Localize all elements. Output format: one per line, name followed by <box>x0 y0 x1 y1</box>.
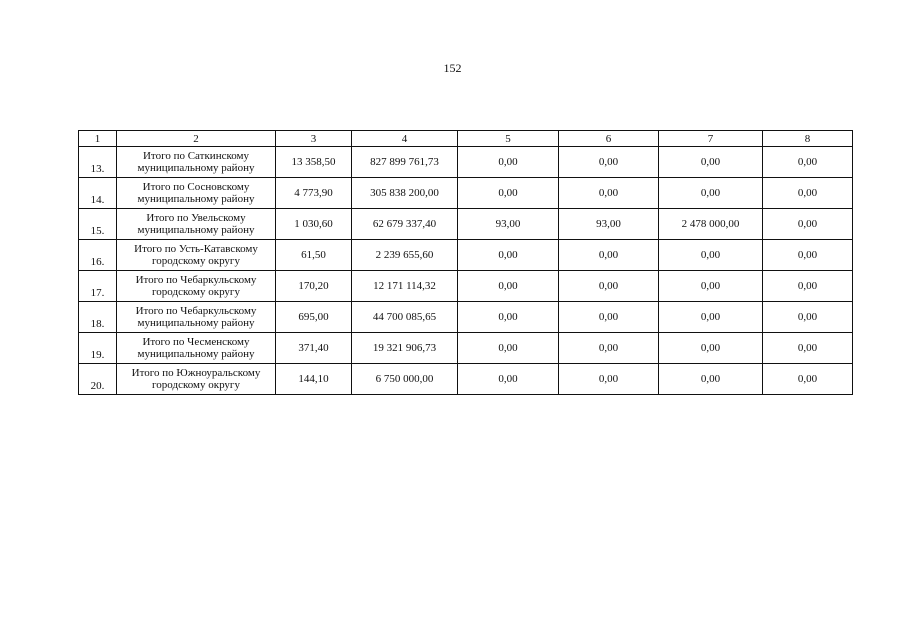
cell-col-4: 827 899 761,73 <box>352 147 458 178</box>
cell-col-6: 0,00 <box>559 240 659 271</box>
cell-col-6: 93,00 <box>559 209 659 240</box>
cell-col-5: 0,00 <box>458 271 559 302</box>
row-number: 18. <box>79 302 117 333</box>
cell-col-8: 0,00 <box>763 178 853 209</box>
cell-col-3: 144,10 <box>276 364 352 395</box>
table-row <box>79 209 853 240</box>
cell-col-6: 0,00 <box>559 302 659 333</box>
cell-col-6: 0,00 <box>559 147 659 178</box>
row-number: 15. <box>79 209 117 240</box>
cell-col-8: 0,00 <box>763 271 853 302</box>
cell-col-6: 0,00 <box>559 271 659 302</box>
cell-col-6: 0,00 <box>559 364 659 395</box>
column-header: 7 <box>659 131 763 147</box>
table-row <box>79 178 853 209</box>
row-name: Итого по Чесменскому муниципальному району <box>117 333 276 364</box>
column-header: 2 <box>117 131 276 147</box>
page-number: 152 <box>443 61 462 75</box>
cell-col-5: 0,00 <box>458 333 559 364</box>
cell-col-7: 0,00 <box>659 178 763 209</box>
column-header: 6 <box>559 131 659 147</box>
cell-col-3: 170,20 <box>276 271 352 302</box>
row-number: 14. <box>79 178 117 209</box>
row-name: Итого по Усть-Катавскому городскому округу <box>117 240 276 271</box>
cell-col-8: 0,00 <box>763 302 853 333</box>
column-header: 5 <box>458 131 559 147</box>
table-row <box>79 364 853 395</box>
row-number: 20. <box>79 364 117 395</box>
cell-col-8: 0,00 <box>763 333 853 364</box>
cell-col-7: 0,00 <box>659 302 763 333</box>
column-header: 4 <box>352 131 458 147</box>
cell-col-3: 695,00 <box>276 302 352 333</box>
cell-col-5: 0,00 <box>458 178 559 209</box>
row-name: Итого по Чебаркульскому муниципальному району <box>117 302 276 333</box>
table-row <box>79 271 853 302</box>
row-number: 13. <box>79 147 117 178</box>
cell-col-4: 305 838 200,00 <box>352 178 458 209</box>
cell-col-5: 0,00 <box>458 240 559 271</box>
cell-col-3: 371,40 <box>276 333 352 364</box>
cell-col-5: 0,00 <box>458 364 559 395</box>
cell-col-8: 0,00 <box>763 240 853 271</box>
column-header: 8 <box>763 131 853 147</box>
row-number: 19. <box>79 333 117 364</box>
row-name: Итого по Саткинскому муниципальному району <box>117 147 276 178</box>
cell-col-5: 93,00 <box>458 209 559 240</box>
row-name: Итого по Южноуральскому городскому округу <box>117 364 276 395</box>
cell-col-4: 12 171 114,32 <box>352 271 458 302</box>
table-row <box>79 240 853 271</box>
table-row <box>79 147 853 178</box>
table-header-row <box>79 131 853 147</box>
row-name: Итого по Сосновскому муниципальному району <box>117 178 276 209</box>
row-name: Итого по Чебаркульскому городскому округу <box>117 271 276 302</box>
table-row <box>79 302 853 333</box>
cell-col-8: 0,00 <box>763 209 853 240</box>
cell-col-5: 0,00 <box>458 147 559 178</box>
cell-col-7: 0,00 <box>659 333 763 364</box>
column-header: 3 <box>276 131 352 147</box>
cell-col-4: 19 321 906,73 <box>352 333 458 364</box>
cell-col-3: 4 773,90 <box>276 178 352 209</box>
cell-col-8: 0,00 <box>763 147 853 178</box>
row-name: Итого по Увельскому муниципальному району <box>117 209 276 240</box>
cell-col-4: 44 700 085,65 <box>352 302 458 333</box>
cell-col-3: 13 358,50 <box>276 147 352 178</box>
report-table <box>78 130 853 395</box>
cell-col-8: 0,00 <box>763 364 853 395</box>
row-number: 17. <box>79 271 117 302</box>
cell-col-4: 6 750 000,00 <box>352 364 458 395</box>
cell-col-7: 2 478 000,00 <box>659 209 763 240</box>
cell-col-7: 0,00 <box>659 364 763 395</box>
cell-col-7: 0,00 <box>659 240 763 271</box>
column-header: 1 <box>79 131 117 147</box>
cell-col-4: 2 239 655,60 <box>352 240 458 271</box>
cell-col-3: 61,50 <box>276 240 352 271</box>
cell-col-4: 62 679 337,40 <box>352 209 458 240</box>
row-number: 16. <box>79 240 117 271</box>
table-row <box>79 333 853 364</box>
cell-col-7: 0,00 <box>659 271 763 302</box>
cell-col-6: 0,00 <box>559 178 659 209</box>
cell-col-6: 0,00 <box>559 333 659 364</box>
cell-col-3: 1 030,60 <box>276 209 352 240</box>
cell-col-7: 0,00 <box>659 147 763 178</box>
cell-col-5: 0,00 <box>458 302 559 333</box>
